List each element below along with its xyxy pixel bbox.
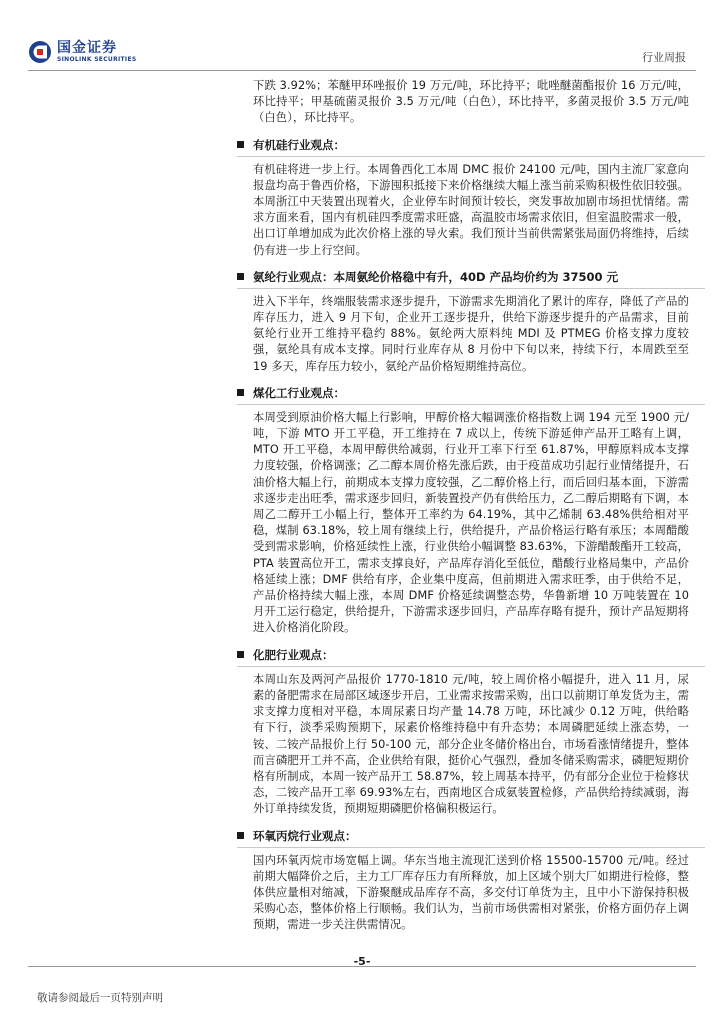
header-divider (28, 70, 696, 71)
section-heading-text: 煤化工行业观点： (253, 385, 345, 400)
section-heading-propylene-oxide (237, 828, 705, 848)
section-paragraph-propylene-oxide: 国内环氧丙烷市场宽幅上调。华东当地主流现汇送到价格 15500-15700 元/吨。经过前期大幅降价之后，主力工厂库存压力有所释放，加上区域个别大厂如期进行检修，整体供应量相对缩减，下游聚醚成品库存不高，多交付订单货为主，且中小下游保持积极采购心态，整体价格上行顺畅。我们认为，当前市场供需相对紧张，价格方面仍存上调预期，需进一步关注供需情况。 (253, 853, 689, 932)
page-header (0, 0, 724, 75)
square-bullet-icon (237, 651, 244, 658)
section-paragraph-pesticide-tail: 下跌 3.92%；苯醚甲环唑报价 19 万元/吨，环比持平；吡唑醚菌酯报价 16 万元/吨，环比持平；甲基硫菌灵报价 3.5 万元/吨（白色），环比持平，多菌灵报价 3.5 万元/吨（白色），环比持平。 (253, 79, 689, 125)
sinolink-logo (28, 40, 136, 64)
logo-english-name: SINOLINK SECURITIES (57, 56, 137, 63)
report-type-label: 行业周报 (642, 51, 686, 64)
footer-divider (28, 966, 696, 967)
section-heading-spandex (237, 269, 705, 289)
square-bullet-icon (237, 273, 244, 280)
page-number: -5- (353, 955, 371, 968)
section-paragraph-silicone: 有机硅将进一步上行。本周鲁西化工本周 DMC 报价 24100 元/吨，国内主流厂家意向报盘均高于鲁西价格，下游囤积抵接下来价格继续大幅上涨当前采购积极性依旧较强。本周浙江中天装置出现着火，企业停车时间预计较长，突发事故加剧市场担忧情绪。需求方面来看，国内有机硅四季度需求旺盛，高温胶市场需求依旧，但室温胶需求一般，出口订单增加成为此次价格上涨的导火索。我们预计当前供需紧张局面仍将维持，后续仍有进一步上行空间。 (253, 162, 689, 257)
section-paragraph-fertilizer: 本周山东及两河产品报价 1770-1810 元/吨，较上周价格小幅提升，进入 11 月，尿素的备肥需求在局部区域逐步开启，工业需求按需采购，出口以前期订单发货为主，需求支撑力度相对平稳，本周尿素日均产量 14.78 万吨，环比减少 0.12 万吨，供给略有下行，淡季采购预期下，尿素价格维持稳中有升态势；本周磷肥延续上涨态势，一铵、二铵产品报价上行 50-100 元，部分企业冬储价格出台，市场看涨情绪提升，整体而言磷肥开工并不高，企业供给有限，挺价心气强烈，叠加冬储采购需求，磷肥短期价格有所制成，本周一铵产品开工 58.87%，较上周基本持平，仍有部分企业位于检修状态，二铵产品开工率 69.93%左右，西南地区合成氨装置检修，产品供给持续减弱，海外订单持续发货，预期短期磷肥价格偏积极运行。 (253, 672, 689, 816)
logo-chinese-name: 国金证券 (57, 40, 117, 56)
sinolink-logo-icon (28, 40, 52, 64)
square-bullet-icon (237, 389, 244, 396)
section-paragraph-coal-chemical: 本周受到原油价格大幅上行影响，甲醇价格大幅调涨价格指数上调 194 元至 1900 元/吨，下游 MTO 开工平稳，开工维持在 7 成以上，传统下游延伸产品开工略有上调，MTO 开工平稳，本周甲醇供给减弱，行业开工率下行至 61.87%，甲醇原料成本支撑力度较强，价格调涨；乙二醇本周价格先涨后跌，由于疫苗成功引起行业情绪提升，石油价格大幅上行，前期成本支撑力度较强，乙二醇价格上行，而后回归基本面，下游需求逐步走出旺季，需求逐步回归，新装置投产仍有供给压力，乙二醇后期略有下调，本周乙二醇开工小幅上行，整体开工率约为 64.19%，其中乙烯制 63.48%供给相对平稳，煤制 63.18%，较上周有继续上行，供给提升，产品价格运行略有承压；本周醋酸受到需求影响，价格延续性上涨，行业供给小幅调整 83.63%，下游醋酸酯开工较高，PTA 装置高位开工，需求支撑良好，产品库存消化至低位，醋酸行业格局集中，产品价格延续上涨；DMF 供给有序，企业集中度高，但前期进入需求旺季，由于供给不足，产品价格持续大幅上涨，本周 DMF 价格延续调整态势，华鲁新增 10 万吨装置在 10 月开工运行稳定，供给提升，下游需求逐步回归，产品库存略有提升，预计产品短期将进入价格消化阶段。 (253, 410, 689, 635)
square-bullet-icon (237, 832, 244, 839)
section-heading-text: 化肥行业观点： (253, 647, 334, 662)
section-heading-text: 氨纶行业观点：本周氨纶价格稳中有升，40D 产品均价约为 37500 元 (253, 269, 619, 284)
section-paragraph-spandex: 进入下半年，终端服装需求逐步提升，下游需求先期消化了累计的库存，降低了产品的库存压力，进入 9 月下旬，企业开工逐步提升，供给下游逐步提升的产品需求，目前氨纶行业开工维持平稳约 88%。氨纶两大原料纯 MDI 及 PTMEG 价格支撑力度较强，氨纶具有成本支撑。同时行业库存从 8 月份中下旬以来，持续下行，本周跌至至 19 多天，库存压力较小，氨纶产品价格短期维持高位。 (253, 294, 689, 373)
section-heading-text: 有机硅行业观点： (253, 137, 345, 152)
main-content (253, 78, 689, 934)
section-heading-coal-chemical (237, 385, 705, 405)
square-bullet-icon (237, 141, 244, 148)
section-heading-silicone (237, 137, 705, 157)
section-heading-text: 环氧丙烷行业观点： (253, 828, 357, 843)
section-heading-fertilizer (237, 647, 705, 667)
footer-disclaimer: 敬请参阅最后一页特别声明 (37, 992, 163, 1004)
